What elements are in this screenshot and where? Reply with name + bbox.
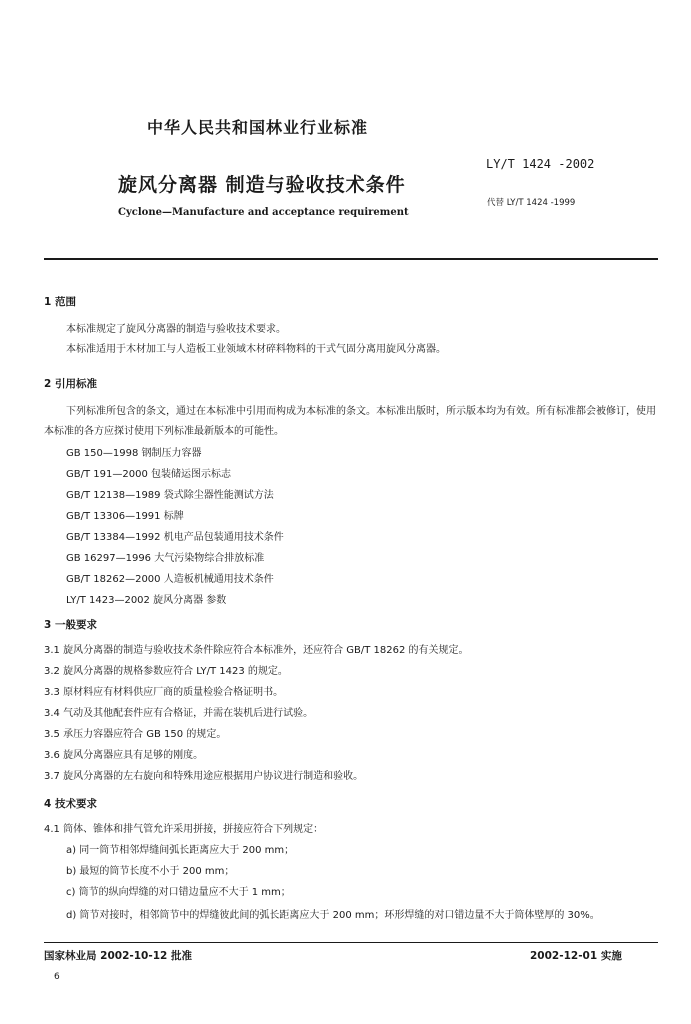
reference-item: GB/T 18262—2000 人造板机械通用技术条件 <box>66 574 274 585</box>
section-1-heading: 1 范围 <box>44 296 76 308</box>
reference-item: GB/T 12138—1989 袋式除尘器性能测试方法 <box>66 490 274 501</box>
standard-organization: 中华人民共和国林业行业标准 <box>147 118 369 137</box>
section-3-heading: 3 一般要求 <box>44 619 97 631</box>
sub-clause-item: c) 筒节的纵向焊缝的对口错边量应不大于 1 mm； <box>66 887 291 898</box>
header-divider <box>44 258 658 260</box>
document-title-english: Cyclone—Manufacture and acceptance requirement <box>118 207 409 218</box>
section-1-paragraph-1: 本标准规定了旋风分离器的制造与验收技术要求。 <box>66 324 286 335</box>
clause-item: 3.5 承压力容器应符合 GB 150 的规定。 <box>44 729 227 740</box>
sub-clause-item: a) 同一筒节相邻焊缝间弧长距离应大于 200 mm； <box>66 845 295 856</box>
footer-divider <box>44 942 658 943</box>
section-4-heading: 4 技术要求 <box>44 798 97 810</box>
clause-4-1: 4.1 筒体、锥体和排气管允许采用拼接，拼接应符合下列规定： <box>44 824 324 835</box>
clause-item: 3.4 气动及其他配套件应有合格证，并需在装机后进行试验。 <box>44 708 314 719</box>
reference-item: GB 16297—1996 大气污染物综合排放标准 <box>66 553 265 564</box>
sub-clause-item: b) 最短的筒节长度不小于 200 mm； <box>66 866 235 877</box>
standard-code: LY/T 1424 -2002 <box>486 157 595 171</box>
page-number: 6 <box>54 972 60 982</box>
clause-item: 3.7 旋风分离器的左右旋向和特殊用途应根据用户协议进行制造和验收。 <box>44 771 364 782</box>
implementation-date: 2002-12-01 实施 <box>530 950 622 962</box>
clause-item: 3.6 旋风分离器应具有足够的刚度。 <box>44 750 204 761</box>
clause-item: 3.3 原材料应有材料供应厂商的质量检验合格证明书。 <box>44 687 284 698</box>
sub-clause-item: d) 筒节对接时，相邻筒节中的焊缝彼此间的弧长距离应大于 200 mm；环形焊缝的对口错边量不大于筒体壁厚的 30%。 <box>66 910 600 921</box>
section-1-paragraph-2: 本标准适用于木材加工与人造板工业领域木材碎料物料的干式气固分离用旋风分离器。 <box>66 344 446 355</box>
reference-item: GB/T 13306—1991 标牌 <box>66 511 184 522</box>
clause-item: 3.2 旋风分离器的规格参数应符合 LY/T 1423 的规定。 <box>44 666 288 677</box>
clause-item: 3.1 旋风分离器的制造与验收技术条件除应符合本标准外，还应符合 GB/T 18262 的有关规定。 <box>44 645 469 656</box>
section-2-heading: 2 引用标准 <box>44 378 97 390</box>
approval-line: 国家林业局 2002-10-12 批准 <box>44 950 192 962</box>
document-title: 旋风分离器 制造与验收技术条件 <box>118 174 406 196</box>
reference-item: GB 150—1998 钢制压力容器 <box>66 448 202 459</box>
reference-item: GB/T 191—2000 包装储运图示标志 <box>66 469 231 480</box>
replaces-standard: 代替 LY/T 1424 -1999 <box>487 198 576 208</box>
reference-item: LY/T 1423—2002 旋风分离器 参数 <box>66 595 227 606</box>
section-2-paragraph: 下列标准所包含的条文，通过在本标准中引用而构成为本标准的条文。本标准出版时，所示版本均为有效。所有标准都会被修订，使用本标准的各方应探讨使用下列标准最新版本的可能性。 <box>44 406 656 437</box>
reference-item: GB/T 13384—1992 机电产品包装通用技术条件 <box>66 532 284 543</box>
